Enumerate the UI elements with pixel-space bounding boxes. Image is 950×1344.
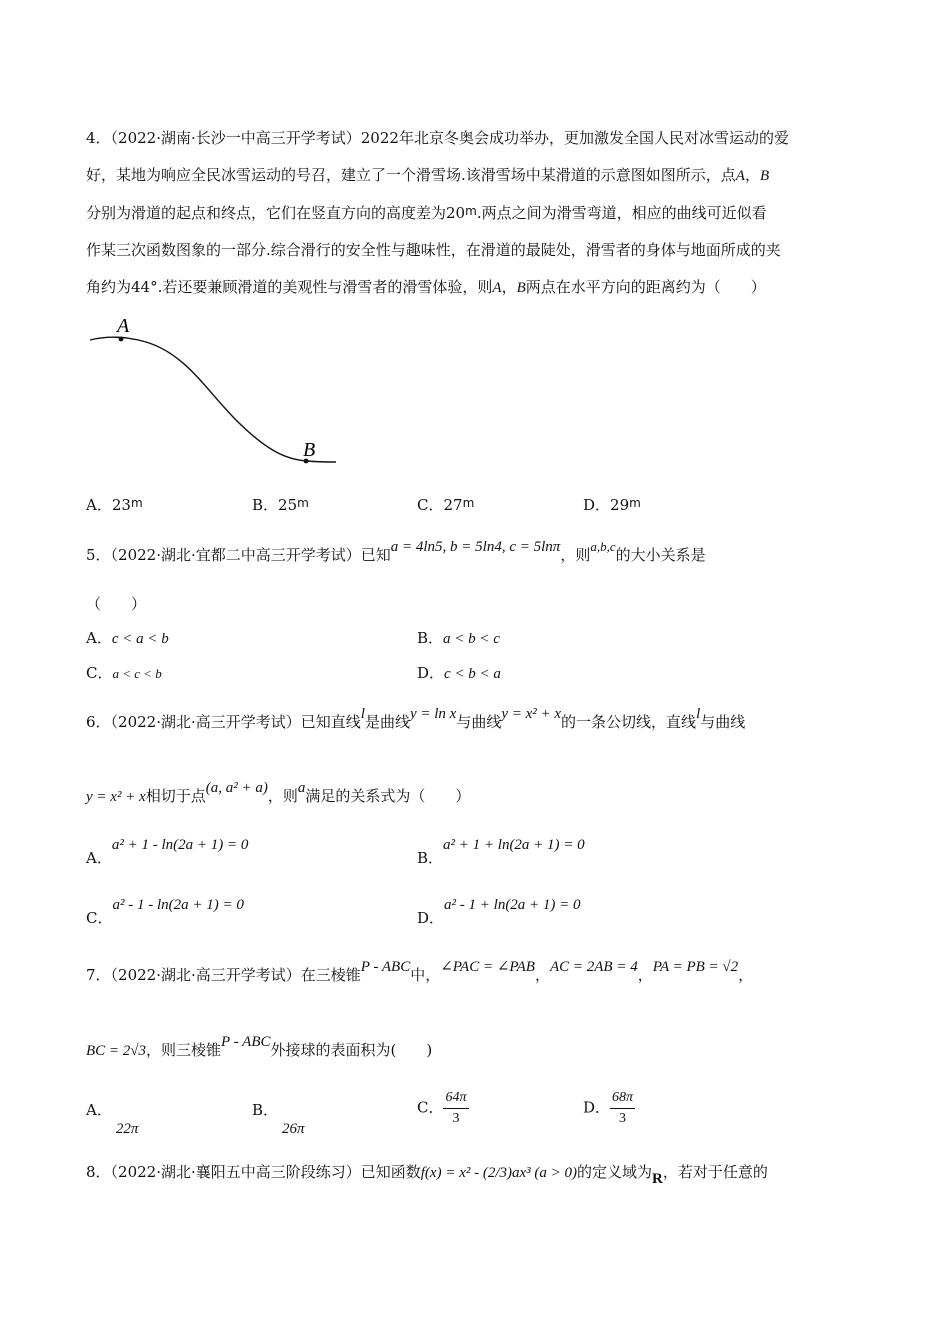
q6-t5: 相切于点	[145, 787, 206, 805]
q6-curve-2b: y = x² + x	[86, 789, 146, 805]
q4-text-1: 2022年北京冬奥会成功举办，更加激发全国人民对冰雪运动的爱	[360, 129, 789, 147]
q5-option-b[interactable]	[417, 628, 500, 649]
q7-option-b-value: 26π	[282, 1121, 305, 1137]
q5-option-d-label: D．	[417, 664, 445, 682]
q7-option-d[interactable]	[583, 1088, 635, 1129]
q4-height: 20	[446, 204, 466, 222]
q7-t1: 中，	[410, 966, 441, 984]
q8-t1: 的定义域为	[577, 1163, 653, 1181]
q6-t6: ，则	[267, 787, 298, 805]
q4-option-b-unit: m	[297, 496, 309, 510]
q7-option-c-label: C．	[417, 1098, 444, 1117]
q4-option-b[interactable]	[252, 495, 309, 516]
q4-angle: 44°	[131, 278, 158, 296]
q6-option-c-label: C．	[86, 909, 113, 927]
q6-option-d-label: D．	[417, 909, 445, 927]
q6-curve-1: y = ln x	[409, 706, 457, 722]
q4-source: （2022·湖南·长沙一中高三开学考试）	[110, 129, 361, 147]
q7-option-b[interactable]	[252, 1100, 305, 1137]
q4-option-d-label: D．	[583, 496, 611, 514]
q7-option-c-fraction	[443, 1088, 468, 1129]
q4-point-a: A	[735, 168, 745, 184]
q7-line-2	[86, 1034, 433, 1061]
q4-option-c-label: C．	[417, 496, 444, 514]
q4-text-5b: .若还要兼顾滑道的美观性与滑雪者的滑雪体验，则	[157, 278, 493, 296]
q4-option-a[interactable]	[86, 495, 143, 516]
q4-option-c-value: 27	[443, 496, 463, 514]
q7-option-d-label: D．	[583, 1098, 611, 1117]
q5-option-d-value: c < b < a	[444, 666, 501, 682]
q6-line-2	[86, 780, 471, 807]
q7-cond-1: ∠PAC = ∠PAB	[440, 959, 535, 975]
q6-line-l: l	[360, 706, 365, 722]
q7-option-c-num: 64π	[443, 1088, 468, 1109]
q5-option-b-label: B．	[417, 629, 444, 647]
q6-option-a-value: a² + 1 - ln(2a + 1) = 0	[111, 837, 249, 853]
q4-text-3: 分别为滑道的起点和终点，它们在竖直方向的高度差为	[86, 204, 447, 222]
ski-slope-diagram	[86, 310, 346, 470]
q4-line-1	[86, 128, 789, 148]
q7-option-d-num: 68π	[610, 1088, 635, 1109]
q6-source: （2022·湖北·高三开学考试）已知直线	[110, 713, 361, 731]
q7-option-a[interactable]	[86, 1100, 139, 1137]
q5-line-1	[86, 539, 706, 566]
q8-source: （2022·湖北·襄阳五中高三阶段练习）已知函数	[110, 1163, 421, 1181]
q7-option-b-label: B．	[252, 1101, 279, 1119]
q5-option-d[interactable]	[417, 663, 501, 684]
q4-option-d-unit: m	[629, 496, 641, 510]
q5-option-c-value: a < c < b	[112, 666, 162, 681]
q7-line-1: 7．（2022·湖北·高三开学考试）在三棱锥P - ABC中，∠PAC = ∠PAB，AC = 2AB = 4，PA = PB = √2，	[86, 959, 754, 984]
q4-text-5c: 两点在水平方向的距离约为（ ）	[525, 278, 766, 296]
q6-t4: 与曲线	[700, 713, 746, 731]
q5-source: （2022·湖北·宜都二中高三开学考试）已知	[110, 546, 391, 564]
q6-option-c[interactable]	[86, 894, 244, 927]
q6-a: a	[297, 780, 306, 796]
q4-text-3b: .两点之间为滑雪弯道，相应的曲线可近似看	[476, 204, 767, 222]
q4-option-b-label: B．	[252, 496, 279, 514]
q4-line-2: 好，某地为响应全民冰雪运动的号召，建立了一个滑雪场.该滑雪场中某滑道的示意图如图所示，点A，B	[86, 166, 770, 184]
q6-t1: 是曲线	[364, 713, 410, 731]
q6-t7: 满足的关系式为（ ）	[305, 787, 471, 805]
q6-option-d[interactable]	[417, 894, 581, 927]
q4-text-4: 作某三次函数图象的一部分.综合滑行的安全性与趣味性，在滑道的最陡处，滑雪者的身体与地面所成的夹	[86, 241, 781, 259]
q4-option-c-unit: m	[462, 496, 475, 510]
q4-option-d[interactable]	[583, 495, 641, 516]
q6-option-b[interactable]	[417, 834, 585, 867]
q4-line-3	[86, 203, 767, 224]
q5-vars: a,b,c	[590, 539, 616, 554]
slope-curve	[90, 337, 336, 462]
q7-t2: ，则三棱锥	[146, 1041, 222, 1059]
q4-text-2: 好，某地为响应全民冰雪运动的号召，建立了一个滑雪场.该滑雪场中某滑道的示意图如图所示，点	[86, 166, 736, 184]
q7-option-d-fraction	[610, 1088, 635, 1129]
q8-line-1	[86, 1162, 768, 1187]
q7-source: （2022·湖北·高三开学考试）在三棱锥	[110, 966, 361, 984]
q6-option-a-label: A．	[86, 849, 112, 867]
q7-cond-2: AC = 2AB = 4	[549, 959, 638, 975]
point-a-label: A	[117, 315, 130, 337]
q5-then: ，则	[560, 546, 591, 564]
q4-point-a-2: A	[492, 280, 502, 296]
q7-pyramid-2: P - ABC	[221, 1034, 271, 1050]
point-a-dot	[119, 337, 124, 342]
q4-number: 4．	[86, 129, 111, 147]
q7-option-d-den: 3	[619, 1111, 627, 1126]
q6-option-d-value: a² - 1 + ln(2a + 1) = 0	[444, 897, 581, 913]
q6-option-b-value: a² + 1 + ln(2a + 1) = 0	[443, 837, 585, 853]
q5-option-b-value: a < b < c	[443, 631, 500, 647]
q5-tail: 的大小关系是	[615, 546, 706, 564]
q5-option-a[interactable]	[86, 628, 169, 649]
q6-option-c-value: a² - 1 - ln(2a + 1) = 0	[112, 897, 244, 913]
q5-line-2	[86, 594, 146, 614]
q6-point: (a, a² + a)	[205, 780, 268, 796]
q4-option-d-value: 29	[610, 496, 630, 514]
q6-number: 6．	[86, 713, 111, 731]
q7-option-a-label: A．	[86, 1101, 112, 1119]
q4-point-b: B	[759, 168, 770, 184]
q4-option-b-value: 25	[278, 496, 298, 514]
q6-t3: 的一条公切线，直线	[561, 713, 697, 731]
q5-option-a-value: c < a < b	[111, 631, 169, 647]
q5-blank: （ ）	[86, 595, 147, 613]
point-b-label: B	[303, 439, 316, 461]
q7-t3: 外接球的表面积为( )	[270, 1041, 433, 1059]
q6-line-1	[86, 706, 746, 733]
q7-number: 7．	[86, 966, 111, 984]
q8-domain-r: R	[652, 1171, 663, 1187]
q6-line-l-2: l	[696, 706, 701, 722]
q4-text-5a: 角约为	[86, 278, 132, 296]
q4-point-b-2: B	[516, 280, 526, 296]
q4-option-a-unit: m	[130, 496, 143, 510]
q5-option-c-label: C．	[86, 664, 113, 682]
q5-condition: a = 4ln5, b = 5ln4, c = 5lnπ	[390, 539, 561, 555]
q4-option-a-value: 23	[111, 496, 131, 514]
q4-unit: m	[465, 204, 477, 218]
q7-pyramid: P - ABC	[360, 959, 411, 975]
q5-option-c[interactable]	[86, 663, 162, 684]
q7-cond-3: PA = PB = √2	[652, 959, 739, 975]
q7-option-c-den: 3	[452, 1111, 460, 1126]
q8-t2: ，若对于任意的	[662, 1163, 768, 1181]
q6-t2: 与曲线	[456, 713, 502, 731]
q4-option-a-label: A．	[86, 496, 112, 514]
q7-option-c[interactable]	[417, 1088, 469, 1129]
q4-option-c[interactable]	[417, 495, 474, 516]
q6-option-a[interactable]	[86, 834, 249, 867]
q7-cond-4: BC = 2√3	[86, 1043, 147, 1059]
q5-option-a-label: A．	[86, 629, 112, 647]
q8-number: 8．	[86, 1163, 111, 1181]
q4-line-4	[86, 240, 781, 260]
q5-number: 5．	[86, 546, 111, 564]
q6-option-b-label: B．	[417, 849, 444, 867]
q6-curve-2: y = x² + x	[501, 706, 562, 722]
q7-option-a-value: 22π	[115, 1121, 139, 1137]
q4-line-5: 角约为44°.若还要兼顾滑道的美观性与滑雪者的滑雪体验，则A，B两点在水平方向的距离约为（ ）	[86, 278, 766, 296]
q8-function: f(x) = x² - (2/3)ax³ (a > 0)	[420, 1165, 578, 1181]
